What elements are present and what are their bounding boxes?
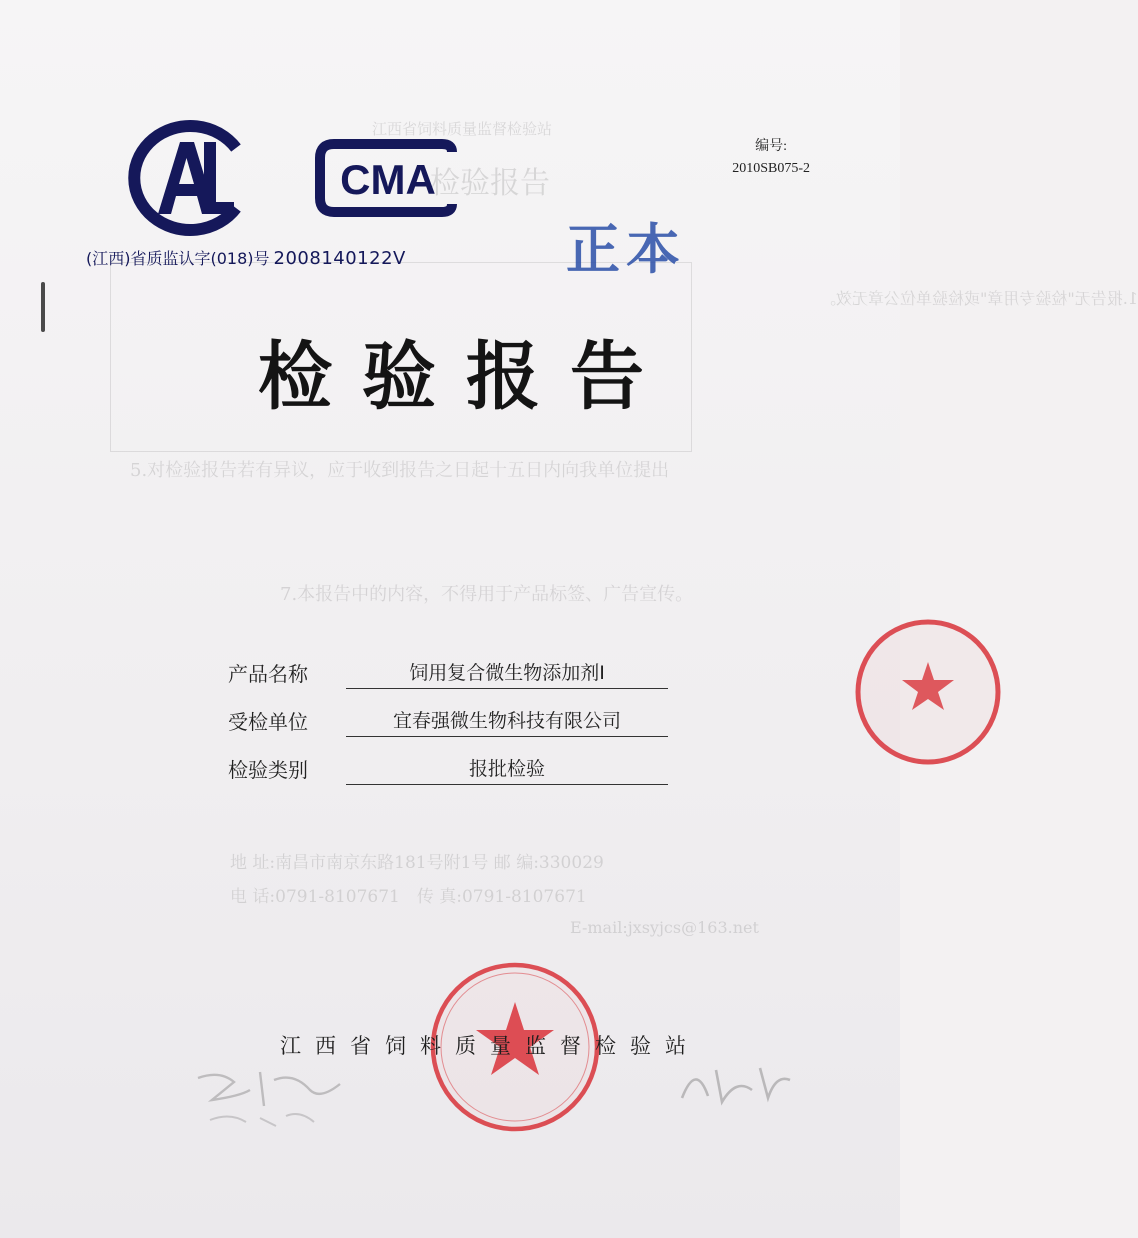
report-title: 检验报告 xyxy=(258,334,674,420)
certification-number: 2008140122V xyxy=(273,248,406,269)
bleed-through-note-2: 5.对检验报告若有异议，应于收到报告之日起十五日内向我单位提出 xyxy=(130,460,670,481)
report-code xyxy=(732,136,810,180)
field-inspection-type-underline xyxy=(346,784,668,785)
field-product-name-underline xyxy=(346,688,668,689)
field-inspection-type-value: 报批检验 xyxy=(468,758,545,780)
report-code-label: 编号: xyxy=(755,139,788,154)
cal-logo-icon xyxy=(118,122,250,234)
field-inspected-unit-value: 宜春强微生物科技有限公司 xyxy=(392,710,621,732)
bleed-through-note-3: 7.本报告中的内容，不得用于产品标签、广告宣传。 xyxy=(280,584,694,605)
staple-mark xyxy=(41,282,45,332)
cma-logo-text: CMA xyxy=(340,156,436,203)
bleed-through-heading: 检验报告 xyxy=(430,166,550,201)
report-code-value: 2010SB075-2 xyxy=(732,161,810,176)
field-product-name xyxy=(228,658,668,694)
signature-right xyxy=(676,1058,796,1114)
cma-logo-icon xyxy=(312,138,464,218)
issuing-station: 江西省饲料质量监督检验站 xyxy=(280,1034,700,1058)
bleed-through-phone: 电 话:0791-8107671 传 真:0791-8107671 xyxy=(230,887,587,907)
certification-line xyxy=(86,246,406,269)
field-inspected-unit-label: 受检单位 xyxy=(228,710,308,734)
bleed-through-title: 江西省饲料质量监督检验站 xyxy=(372,120,553,138)
bleed-through-note-1: 1.报告无"检验专用章"或检验单位公章无效。 xyxy=(820,289,1138,308)
field-inspected-unit xyxy=(228,706,668,742)
bleed-through-email: E-mail:jxsyjcs@163.net xyxy=(570,918,759,937)
field-inspection-type xyxy=(228,754,668,790)
field-inspected-unit-underline xyxy=(346,736,668,737)
side-seal xyxy=(848,612,978,772)
field-inspection-type-label: 检验类别 xyxy=(228,758,308,782)
bleed-through-address: 地 址:南昌市南京东路181号附1号 邮 编:330029 xyxy=(230,853,604,873)
original-copy-stamp-text: 正本 xyxy=(566,218,686,281)
original-copy-stamp xyxy=(556,210,696,282)
certification-text: (江西)省质监认字(018)号 xyxy=(86,249,270,268)
signature-left xyxy=(190,1060,350,1140)
field-product-name-value: 饲用复合微生物添加剂Ⅰ xyxy=(409,662,605,684)
field-product-name-label: 产品名称 xyxy=(228,662,308,686)
